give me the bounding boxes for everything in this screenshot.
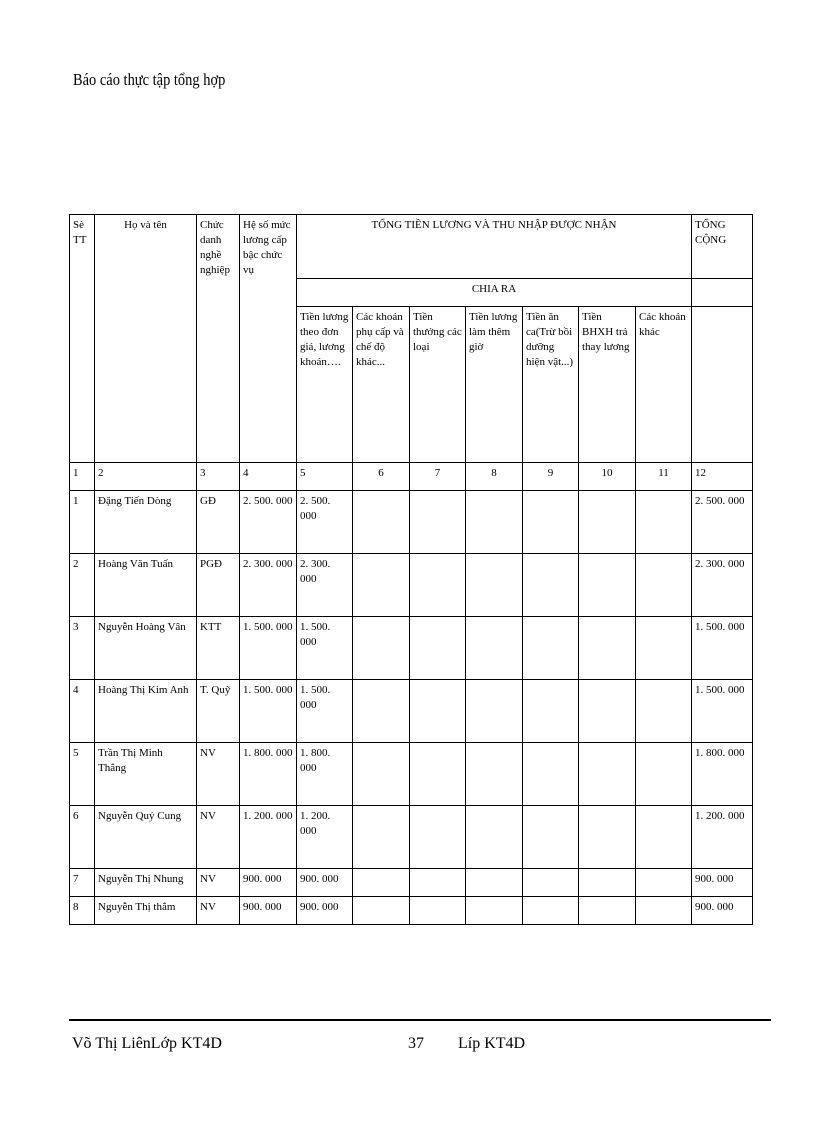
row-col9	[523, 806, 579, 869]
row-total: 900. 000	[692, 897, 753, 925]
row-stt: 4	[70, 680, 95, 743]
row-coefficient: 1. 800. 000	[240, 743, 297, 806]
row-name: Hoàng Văn Tuấn	[95, 554, 197, 617]
row-col9	[523, 491, 579, 554]
row-col6	[353, 680, 410, 743]
row-total: 2. 500. 000	[692, 491, 753, 554]
row-job-title: NV	[197, 897, 240, 925]
row-name: Nguyễn Thị thắm	[95, 897, 197, 925]
table-row	[70, 617, 753, 680]
column-number: 6	[353, 463, 410, 491]
row-total: 1. 500. 000	[692, 680, 753, 743]
row-col11	[636, 680, 692, 743]
column-number: 2	[95, 463, 197, 491]
subheader-blank	[692, 307, 753, 463]
row-col10	[579, 680, 636, 743]
footer-rule	[69, 1019, 771, 1021]
table-row	[70, 680, 753, 743]
row-col9	[523, 743, 579, 806]
row-col5: 2. 300. 000	[297, 554, 353, 617]
row-col5: 1. 200. 000	[297, 806, 353, 869]
column-number-row	[70, 463, 753, 491]
row-stt: 8	[70, 897, 95, 925]
row-col5: 1. 800. 000	[297, 743, 353, 806]
subheader-col11: Các khoản khác	[636, 307, 692, 463]
row-col5: 900. 000	[297, 869, 353, 897]
row-job-title: GĐ	[197, 491, 240, 554]
row-job-title: PGĐ	[197, 554, 240, 617]
header-name: Họ và tên	[95, 215, 197, 463]
row-name: Đặng Tiến Dòng	[95, 491, 197, 554]
row-col8	[466, 897, 523, 925]
payroll-table	[69, 214, 753, 925]
row-col9	[523, 897, 579, 925]
row-col7	[410, 680, 466, 743]
row-name: Trần Thị Minh Thắng	[95, 743, 197, 806]
row-col8	[466, 617, 523, 680]
table-row	[70, 743, 753, 806]
header-stt: Sè TT	[70, 215, 95, 463]
footer-page-number: 37	[408, 1035, 424, 1052]
row-col9	[523, 554, 579, 617]
column-number: 7	[410, 463, 466, 491]
row-coefficient: 1. 200. 000	[240, 806, 297, 869]
row-stt: 7	[70, 869, 95, 897]
row-col8	[466, 806, 523, 869]
row-col11	[636, 491, 692, 554]
footer-author: Võ Thị LiênLớp KT4D	[72, 1035, 222, 1052]
row-col8	[466, 554, 523, 617]
row-col7	[410, 897, 466, 925]
row-stt: 6	[70, 806, 95, 869]
column-number: 9	[523, 463, 579, 491]
row-col8	[466, 743, 523, 806]
row-col7	[410, 743, 466, 806]
column-number: 5	[297, 463, 353, 491]
row-stt: 1	[70, 491, 95, 554]
header-chia-ra: CHIA RA	[297, 279, 692, 307]
row-total: 1. 500. 000	[692, 617, 753, 680]
row-job-title: NV	[197, 743, 240, 806]
subheader-col5: Tiền lương theo đơn giá, lương khoán….	[297, 307, 353, 463]
column-number: 3	[197, 463, 240, 491]
row-job-title: KTT	[197, 617, 240, 680]
table-row	[70, 806, 753, 869]
row-coefficient: 2. 500. 000	[240, 491, 297, 554]
page-header-title: Báo cáo thực tập tổng hợp	[73, 70, 226, 89]
row-col9	[523, 617, 579, 680]
row-col10	[579, 743, 636, 806]
row-col11	[636, 617, 692, 680]
row-coefficient: 900. 000	[240, 897, 297, 925]
row-col10	[579, 806, 636, 869]
row-col6	[353, 554, 410, 617]
table-row	[70, 869, 753, 897]
row-total: 2. 300. 000	[692, 554, 753, 617]
row-stt: 2	[70, 554, 95, 617]
footer-class: Líp KT4D	[458, 1035, 526, 1052]
header-job-title: Chức danh nghề nghiệp	[197, 215, 240, 463]
column-number: 1	[70, 463, 95, 491]
row-coefficient: 1. 500. 000	[240, 617, 297, 680]
row-total: 900. 000	[692, 869, 753, 897]
row-col10	[579, 491, 636, 554]
row-col10	[579, 897, 636, 925]
row-col10	[579, 554, 636, 617]
row-col5: 1. 500. 000	[297, 617, 353, 680]
row-job-title: T. Quỹ	[197, 680, 240, 743]
row-total: 1. 800. 000	[692, 743, 753, 806]
row-job-title: NV	[197, 869, 240, 897]
header-group-total-income: TỔNG TIỀN LƯƠNG VÀ THU NHẬP ĐƯỢC NHẬN	[297, 215, 692, 279]
row-col6	[353, 743, 410, 806]
row-col8	[466, 680, 523, 743]
row-col5: 1. 500. 000	[297, 680, 353, 743]
row-col7	[410, 491, 466, 554]
column-number: 12	[692, 463, 753, 491]
row-col8	[466, 869, 523, 897]
column-number: 10	[579, 463, 636, 491]
row-name: Hoàng Thị Kim Anh	[95, 680, 197, 743]
row-col6	[353, 806, 410, 869]
row-stt: 5	[70, 743, 95, 806]
row-col6	[353, 491, 410, 554]
row-col10	[579, 617, 636, 680]
row-name: Nguyễn Thị Nhung	[95, 869, 197, 897]
row-col11	[636, 806, 692, 869]
row-col11	[636, 743, 692, 806]
row-col11	[636, 897, 692, 925]
row-total: 1. 200. 000	[692, 806, 753, 869]
subheader-col8: Tiền lương làm thêm giờ	[466, 307, 523, 463]
row-stt: 3	[70, 617, 95, 680]
table-row	[70, 554, 753, 617]
row-col11	[636, 869, 692, 897]
header-coefficient: Hệ số mức lương cấp bậc chức vụ	[240, 215, 297, 463]
row-col10	[579, 869, 636, 897]
row-col6	[353, 869, 410, 897]
row-col7	[410, 554, 466, 617]
row-col7	[410, 806, 466, 869]
subheader-col7: Tiền thưởng các loại	[410, 307, 466, 463]
row-job-title: NV	[197, 806, 240, 869]
header-total: TỔNG CỘNG	[692, 215, 753, 279]
row-col8	[466, 491, 523, 554]
header-blank	[692, 279, 753, 307]
row-coefficient: 900. 000	[240, 869, 297, 897]
row-col7	[410, 617, 466, 680]
column-number: 11	[636, 463, 692, 491]
row-col11	[636, 554, 692, 617]
subheader-col9: Tiền ăn ca(Trừ bồi dưỡng hiện vật...)	[523, 307, 579, 463]
row-col7	[410, 869, 466, 897]
row-col5: 900. 000	[297, 897, 353, 925]
row-coefficient: 2. 300. 000	[240, 554, 297, 617]
row-col5: 2. 500. 000	[297, 491, 353, 554]
column-number: 4	[240, 463, 297, 491]
table-row	[70, 491, 753, 554]
row-col9	[523, 680, 579, 743]
column-number: 8	[466, 463, 523, 491]
row-coefficient: 1. 500. 000	[240, 680, 297, 743]
row-name: Nguyễn Hoàng Vân	[95, 617, 197, 680]
table-row	[70, 897, 753, 925]
row-col6	[353, 897, 410, 925]
row-name: Nguyễn Quý Cung	[95, 806, 197, 869]
subheader-col10: Tiền BHXH trả thay lương	[579, 307, 636, 463]
row-col6	[353, 617, 410, 680]
row-col9	[523, 869, 579, 897]
subheader-col6: Các khoản phụ cấp và chế độ khác...	[353, 307, 410, 463]
